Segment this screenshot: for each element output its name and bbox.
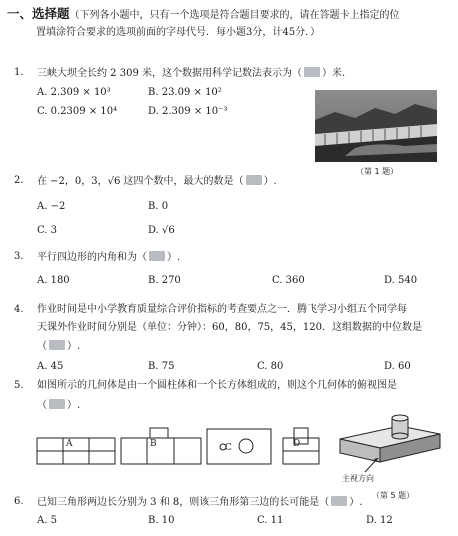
question-3-option-c: C. 360 [272, 275, 305, 286]
question-1-option-d: D. 2.309 × 10⁻³ [148, 106, 228, 117]
question-4-option-c: C. 80 [257, 361, 284, 372]
question-4-number: 4. [14, 304, 24, 315]
question-6-number: 6. [14, 496, 24, 507]
question-1-stem [37, 67, 345, 80]
answer-blank [49, 340, 65, 350]
option-c-label: C [225, 443, 232, 453]
question-4-stem-line2: 天课外作业时间分别是（单位：分钟）：60，80，75，45，120．这组数据的中位数是 [37, 322, 422, 333]
question-4-option-a: A. 45 [37, 361, 64, 372]
question-2-option-d: D. √6 [148, 225, 175, 236]
question-1-option-a: A. 2.309 × 10³ [37, 87, 111, 98]
question-1-option-c: C. 0.2309 × 10⁴ [37, 106, 118, 117]
question-4-stem-end: ）. [67, 341, 81, 352]
question-4-option-b: B. 75 [148, 361, 175, 372]
question-6-stem-text: 已知三角形两边长分别为 3 和 8，则该三角形第三边的长可能是（ [37, 497, 330, 508]
question-4-stem-line3 [37, 340, 80, 353]
question-3-option-b: B. 270 [148, 275, 181, 286]
question-6-stem [37, 496, 362, 509]
section-instruction-line2: 置填涂符合要求的选项前面的字母代号．每小题3分，计45分．） [36, 27, 321, 38]
option-d-label: D [293, 439, 301, 449]
question-6-option-c: C. 11 [257, 515, 284, 526]
question-5-stem-line2 [37, 399, 80, 412]
question-4-stem-line1: 作业时间是中小学教育质量综合评价指标的考查要点之一．腾飞学习小组五个同学每 [37, 304, 407, 315]
figure-1-caption: （第 1 题） [356, 167, 399, 176]
section-instruction-line1: （下列各小题中，只有一个选项是符合题目要求的，请在答题卡上指定的位 [69, 10, 400, 21]
question-6-option-d: D. 12 [366, 515, 393, 526]
top-view-option-c [206, 428, 272, 466]
question-2-stem [37, 175, 277, 188]
question-3-stem-text: 平行四边形的内角和为（ [37, 252, 147, 263]
answer-blank [149, 251, 165, 261]
top-view-option-d [282, 424, 322, 466]
section-title [7, 6, 400, 23]
question-3-number: 3. [14, 251, 24, 262]
question-2-number: 2. [14, 175, 24, 186]
question-2-option-a: A. −2 [37, 201, 66, 212]
question-2-stem-text: 在 −2，0，3，√6 这四个数中，最大的数是（ [37, 176, 244, 187]
question-5-stem-end: ）. [67, 400, 81, 411]
question-1-number: 1. [14, 67, 24, 78]
question-2-option-b: B. 0 [148, 201, 169, 212]
question-4-stem-open: （ [37, 341, 47, 352]
question-3-stem-end: ）. [167, 252, 181, 263]
question-6-option-a: A. 5 [37, 515, 57, 526]
answer-blank [304, 67, 320, 77]
section-heading: 一、选择题 [7, 6, 70, 21]
question-2-stem-end: ）. [263, 176, 277, 187]
answer-blank [246, 175, 262, 185]
question-2-option-c: C. 3 [37, 225, 58, 236]
question-1-stem-end: ）米. [322, 68, 346, 79]
answer-blank [331, 496, 347, 506]
question-6-stem-end: ）. [349, 497, 363, 508]
question-1-option-b: B. 23.09 × 10² [148, 87, 222, 98]
top-view-option-a [36, 424, 116, 466]
figure-5-caption: （第 5 题） [372, 491, 415, 500]
option-a-label: A [66, 439, 73, 449]
answer-blank [49, 399, 65, 409]
view-direction-label: 主视方向 [342, 474, 374, 483]
solid-figure [330, 414, 450, 474]
question-5-stem-open: （ [37, 400, 47, 411]
question-1-stem-text: 三峡大坝全长约 2 309 米，这个数据用科学记数法表示为（ [37, 68, 302, 79]
question-6-option-b: B. 10 [148, 515, 175, 526]
question-3-stem [37, 251, 180, 264]
question-5-stem-line1: 如图所示的几何体是由一个圆柱体和一个长方体组成的，则这个几何体的俯视图是 [37, 380, 397, 391]
question-3-option-d: D. 540 [384, 275, 418, 286]
question-3-option-a: A. 180 [37, 275, 70, 286]
top-view-option-b [120, 424, 202, 466]
dam-photo [315, 90, 437, 162]
dam-photo-image [315, 90, 437, 162]
option-b-label: B [150, 439, 157, 449]
question-5-number: 5. [14, 380, 24, 391]
question-4-option-d: D. 60 [384, 361, 411, 372]
